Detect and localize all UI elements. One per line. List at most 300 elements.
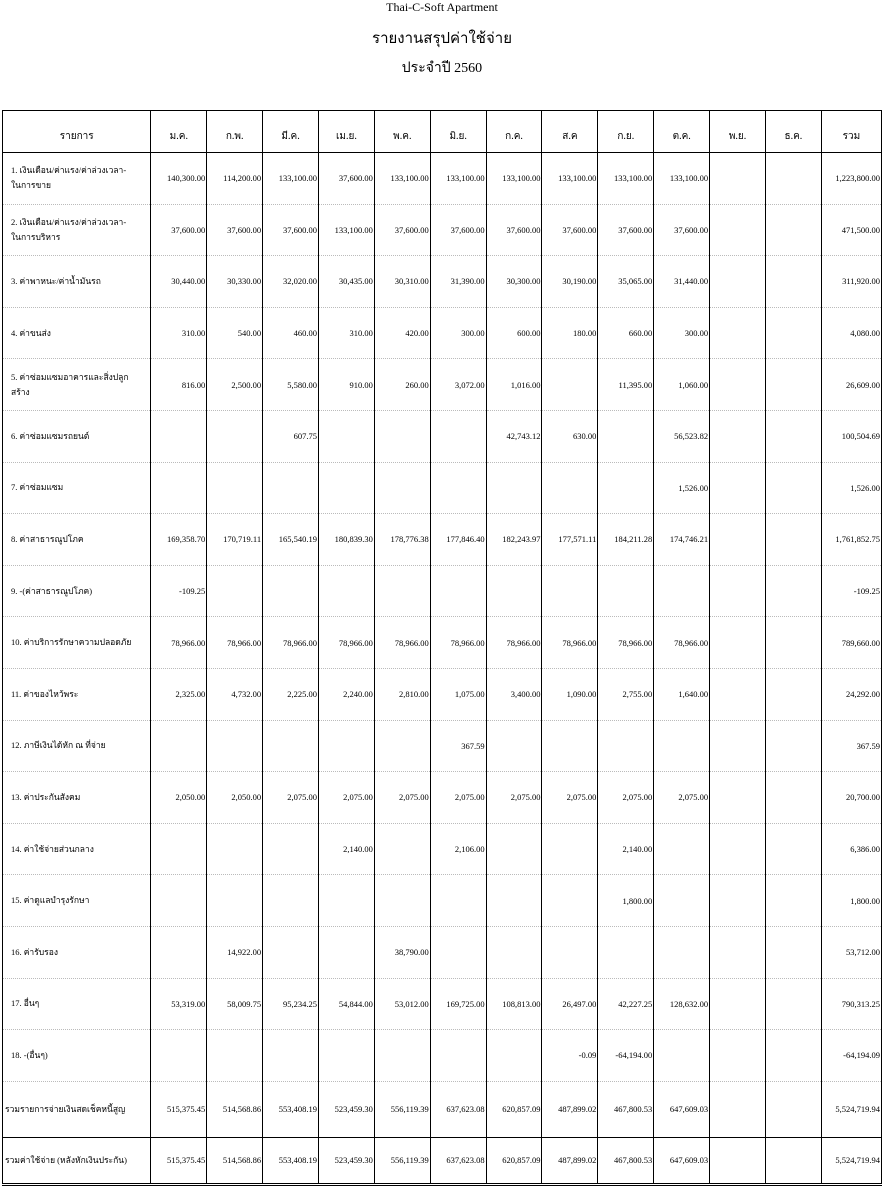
amount-cell: 30,190.00 [542,256,598,308]
amount-cell [263,1030,319,1082]
amount-cell [654,1030,710,1082]
amount-cell: 607.75 [263,410,319,462]
amount-cell: 177,571.11 [542,514,598,566]
amount-cell [151,875,207,927]
amount-cell: -109.25 [151,565,207,617]
column-header-month: ม.ค. [151,111,207,153]
amount-cell [710,1081,766,1137]
amount-cell: 4,080.00 [821,307,881,359]
column-header-month: ก.พ. [207,111,263,153]
amount-cell: 58,009.75 [207,978,263,1030]
amount-cell: 2,075.00 [374,772,430,824]
amount-cell: 78,966.00 [318,617,374,669]
amount-cell [318,462,374,514]
column-header-month: พ.ย. [710,111,766,153]
amount-cell [710,307,766,359]
amount-cell [765,204,821,256]
amount-cell [710,668,766,720]
amount-cell: 42,743.12 [486,410,542,462]
amount-cell [654,720,710,772]
amount-cell: 2,050.00 [207,772,263,824]
amount-cell: 1,640.00 [654,668,710,720]
amount-cell [263,875,319,927]
amount-cell: 38,790.00 [374,926,430,978]
row-label: 15. ค่าดูแลบำรุงรักษา [3,875,151,927]
report-period: ประจำปี 2560 [401,61,483,76]
amount-cell: 460.00 [263,307,319,359]
amount-cell: 260.00 [374,359,430,411]
amount-cell: 42,227.25 [598,978,654,1030]
amount-cell: 37,600.00 [318,153,374,205]
amount-cell: 108,813.00 [486,978,542,1030]
amount-cell: 133,100.00 [374,153,430,205]
amount-cell: 2,140.00 [598,823,654,875]
expense-summary-table [2,110,882,1186]
amount-cell: 30,435.00 [318,256,374,308]
amount-cell [710,462,766,514]
table-row [3,720,882,772]
amount-cell: 5,580.00 [263,359,319,411]
amount-cell [374,720,430,772]
report-title: รายงานสรุปค่าใช้จ่าย [372,31,512,47]
column-header-month: ธ.ค. [765,111,821,153]
amount-cell: 311,920.00 [821,256,881,308]
row-label: 8. ค่าสาธารณูปโภค [3,514,151,566]
amount-cell [765,462,821,514]
amount-cell: 2,325.00 [151,668,207,720]
amount-cell [710,565,766,617]
amount-cell: 78,966.00 [207,617,263,669]
amount-cell: 1,761,852.75 [821,514,881,566]
amount-cell: 30,440.00 [151,256,207,308]
row-label: 2. เงินเดือน/ค่าแรง/ค่าล่วงเวลา- ในการบริหาร [3,204,151,256]
column-header-month: เม.ย. [318,111,374,153]
amount-cell: 170,719.11 [207,514,263,566]
amount-cell [263,823,319,875]
table-row [3,514,882,566]
amount-cell: 420.00 [374,307,430,359]
amount-cell [318,410,374,462]
table-row [3,256,882,308]
amount-cell [263,926,319,978]
row-label: รวมค่าใช้จ่าย (หลังหักเงินประกัน) [3,1137,151,1184]
amount-cell: 789,660.00 [821,617,881,669]
amount-cell: 32,020.00 [263,256,319,308]
row-label: 10. ค่าบริการรักษาความปลอดภัย [3,617,151,669]
amount-cell: 26,497.00 [542,978,598,1030]
amount-cell [765,926,821,978]
table-row [3,565,882,617]
amount-cell [542,823,598,875]
amount-cell [710,1137,766,1184]
amount-cell: 78,966.00 [486,617,542,669]
amount-cell: 78,966.00 [374,617,430,669]
amount-cell: 37,600.00 [151,204,207,256]
amount-cell [598,462,654,514]
amount-cell: 553,408.19 [263,1137,319,1184]
amount-cell: 78,966.00 [263,617,319,669]
row-label: 12. ภาษีเงินได้หัก ณ ที่จ่าย [3,720,151,772]
table-row [3,410,882,462]
amount-cell: 2,075.00 [430,772,486,824]
amount-cell [654,926,710,978]
amount-cell: 169,358.70 [151,514,207,566]
amount-cell [151,410,207,462]
amount-cell: 2,225.00 [263,668,319,720]
amount-cell [542,565,598,617]
amount-cell [710,1030,766,1082]
amount-cell [207,565,263,617]
table-row [3,204,882,256]
amount-cell: 2,075.00 [598,772,654,824]
amount-cell [598,926,654,978]
amount-cell [318,565,374,617]
amount-cell [765,256,821,308]
amount-cell: 556,119.39 [374,1137,430,1184]
row-label: 9. -(ค่าสาธารณูปโภค) [3,565,151,617]
amount-cell: 310.00 [151,307,207,359]
table-row [3,875,882,927]
amount-cell [263,462,319,514]
amount-cell [486,875,542,927]
column-header-month: ส.ค [542,111,598,153]
amount-cell: 1,060.00 [654,359,710,411]
amount-cell [486,565,542,617]
amount-cell: 177,846.40 [430,514,486,566]
amount-cell [318,926,374,978]
amount-cell: 2,240.00 [318,668,374,720]
amount-cell: 133,100.00 [598,153,654,205]
amount-cell: -64,194.00 [598,1030,654,1082]
amount-cell: 133,100.00 [430,153,486,205]
amount-cell [430,462,486,514]
amount-cell: 647,609.03 [654,1081,710,1137]
row-label: 1. เงินเดือน/ค่าแรง/ค่าล่วงเวลา- ในการขาย [3,153,151,205]
amount-cell: 37,600.00 [374,204,430,256]
row-label: 17. อื่นๆ [3,978,151,1030]
amount-cell: 2,755.00 [598,668,654,720]
amount-cell: 78,966.00 [542,617,598,669]
amount-cell: 95,234.25 [263,978,319,1030]
amount-cell [318,720,374,772]
amount-cell [374,565,430,617]
amount-cell [598,565,654,617]
amount-cell: 54,844.00 [318,978,374,1030]
amount-cell: 37,600.00 [654,204,710,256]
table-row [3,307,882,359]
amount-cell: 31,390.00 [430,256,486,308]
amount-cell: 467,800.53 [598,1137,654,1184]
amount-cell [765,410,821,462]
header-row [3,111,882,153]
amount-cell [542,462,598,514]
amount-cell [486,926,542,978]
amount-cell: 1,526.00 [654,462,710,514]
amount-cell [318,875,374,927]
amount-cell: 2,075.00 [318,772,374,824]
amount-cell: 514,568.86 [207,1081,263,1137]
amount-cell: 133,100.00 [654,153,710,205]
amount-cell [486,1030,542,1082]
company-name: Thai-C-Soft Apartment [386,0,498,14]
amount-cell: 78,966.00 [151,617,207,669]
amount-cell: 30,300.00 [486,256,542,308]
column-header-month: มี.ค. [263,111,319,153]
amount-cell: 637,623.08 [430,1137,486,1184]
amount-cell [207,875,263,927]
amount-cell [710,153,766,205]
amount-cell: 133,100.00 [542,153,598,205]
amount-cell [710,256,766,308]
amount-cell: 1,223,800.00 [821,153,881,205]
amount-cell [151,462,207,514]
total-row [3,1137,882,1184]
amount-cell: 1,800.00 [598,875,654,927]
amount-cell: 300.00 [430,307,486,359]
row-label: 7. ค่าซ่อมแซม [3,462,151,514]
amount-cell: 174,746.21 [654,514,710,566]
amount-cell: 2,075.00 [542,772,598,824]
amount-cell: 637,623.08 [430,1081,486,1137]
amount-cell: 53,012.00 [374,978,430,1030]
row-label: 4. ค่าขนส่ง [3,307,151,359]
amount-cell: 367.59 [430,720,486,772]
amount-cell: 180,839.30 [318,514,374,566]
amount-cell: -109.25 [821,565,881,617]
column-header-item: รายการ [3,111,151,153]
amount-cell: 169,725.00 [430,978,486,1030]
amount-cell: 600.00 [486,307,542,359]
amount-cell [710,926,766,978]
amount-cell: 910.00 [318,359,374,411]
amount-cell: 30,330.00 [207,256,263,308]
amount-cell: 523,459.30 [318,1081,374,1137]
amount-cell [542,359,598,411]
amount-cell: 660.00 [598,307,654,359]
amount-cell [765,565,821,617]
amount-cell: 37,600.00 [430,204,486,256]
amount-cell [374,410,430,462]
amount-cell: 2,500.00 [207,359,263,411]
column-header-month: ก.ค. [486,111,542,153]
amount-cell: 790,313.25 [821,978,881,1030]
row-label: 3. ค่าพาหนะ/ค่าน้ำมันรถ [3,256,151,308]
amount-cell: 300.00 [654,307,710,359]
amount-cell [654,823,710,875]
amount-cell [765,1081,821,1137]
row-label: 11. ค่าของไหว้พระ [3,668,151,720]
amount-cell: 620,857.09 [486,1081,542,1137]
amount-cell: 3,072.00 [430,359,486,411]
amount-cell [765,359,821,411]
amount-cell: 31,440.00 [654,256,710,308]
amount-cell [151,926,207,978]
row-label: 6. ค่าซ่อมแซมรถยนต์ [3,410,151,462]
amount-cell: 620,857.09 [486,1137,542,1184]
amount-cell [151,823,207,875]
amount-cell: 553,408.19 [263,1081,319,1137]
amount-cell: 53,319.00 [151,978,207,1030]
amount-cell: 35,065.00 [598,256,654,308]
amount-cell: 4,732.00 [207,668,263,720]
amount-cell: 1,800.00 [821,875,881,927]
amount-cell [765,1137,821,1184]
amount-cell: 816.00 [151,359,207,411]
amount-cell [710,359,766,411]
amount-cell [486,462,542,514]
amount-cell [765,153,821,205]
amount-cell [710,875,766,927]
amount-cell: 2,075.00 [654,772,710,824]
amount-cell [374,462,430,514]
amount-cell [598,720,654,772]
amount-cell [207,462,263,514]
amount-cell [765,307,821,359]
amount-cell [374,823,430,875]
amount-cell: 37,600.00 [542,204,598,256]
column-header-month: พ.ค. [374,111,430,153]
amount-cell: 184,211.28 [598,514,654,566]
amount-cell: 53,712.00 [821,926,881,978]
row-label: รวมรายการจ่ายเงินสดเช็คหนี้สูญ [3,1081,151,1137]
amount-cell [765,720,821,772]
row-label: 18. -(อื่นๆ) [3,1030,151,1082]
amount-cell: 467,800.53 [598,1081,654,1137]
amount-cell [710,514,766,566]
amount-cell: 14,922.00 [207,926,263,978]
amount-cell: 78,966.00 [430,617,486,669]
amount-cell [542,720,598,772]
amount-cell [207,823,263,875]
amount-cell: 523,459.30 [318,1137,374,1184]
amount-cell [486,720,542,772]
amount-cell [374,875,430,927]
table-row [3,823,882,875]
amount-cell: 78,966.00 [654,617,710,669]
amount-cell [486,823,542,875]
total-row [3,1081,882,1137]
amount-cell: 5,524,719.94 [821,1081,881,1137]
table-row [3,617,882,669]
amount-cell [430,1030,486,1082]
amount-cell: 1,016.00 [486,359,542,411]
amount-cell: 514,568.86 [207,1137,263,1184]
amount-cell: 5,524,719.94 [821,1137,881,1184]
table-row [3,926,882,978]
amount-cell [598,410,654,462]
amount-cell: 11,395.00 [598,359,654,411]
row-label: 14. ค่าใช้จ่ายส่วนกลาง [3,823,151,875]
amount-cell [430,926,486,978]
amount-cell: 471,500.00 [821,204,881,256]
amount-cell: 114,200.00 [207,153,263,205]
amount-cell: 100,504.69 [821,410,881,462]
amount-cell: 310.00 [318,307,374,359]
table-row [3,1030,882,1082]
amount-cell: 26,609.00 [821,359,881,411]
amount-cell: 133,100.00 [318,204,374,256]
amount-cell [654,875,710,927]
amount-cell [765,772,821,824]
amount-cell: 515,375.45 [151,1081,207,1137]
amount-cell [710,772,766,824]
amount-cell: 487,899.02 [542,1081,598,1137]
column-header-month: ต.ค. [654,111,710,153]
amount-cell [542,875,598,927]
amount-cell: 2,106.00 [430,823,486,875]
amount-cell: 30,310.00 [374,256,430,308]
amount-cell [710,720,766,772]
amount-cell [318,1030,374,1082]
amount-cell: 37,600.00 [207,204,263,256]
amount-cell: 182,243.97 [486,514,542,566]
table-row [3,359,882,411]
table-row [3,153,882,205]
amount-cell: 140,300.00 [151,153,207,205]
amount-cell: 37,600.00 [486,204,542,256]
column-header-month: มิ.ย. [430,111,486,153]
amount-cell [710,978,766,1030]
amount-cell: 556,119.39 [374,1081,430,1137]
amount-cell: 24,292.00 [821,668,881,720]
amount-cell [374,1030,430,1082]
amount-cell [765,1030,821,1082]
row-label: 5. ค่าซ่อมแซมอาคารและสิ่งปลูก สร้าง [3,359,151,411]
amount-cell: 180.00 [542,307,598,359]
row-label: 16. ค่ารับรอง [3,926,151,978]
amount-cell: 133,100.00 [263,153,319,205]
amount-cell: 1,090.00 [542,668,598,720]
amount-cell [430,410,486,462]
amount-cell [430,875,486,927]
amount-cell: 78,966.00 [598,617,654,669]
amount-cell [710,617,766,669]
amount-cell [151,1030,207,1082]
amount-cell: 367.59 [821,720,881,772]
amount-cell [765,668,821,720]
amount-cell: -64,194.09 [821,1030,881,1082]
amount-cell [765,617,821,669]
amount-cell [207,410,263,462]
table-row [3,772,882,824]
amount-cell: 2,140.00 [318,823,374,875]
amount-cell [765,823,821,875]
column-header-month: ก.ย. [598,111,654,153]
table-row [3,462,882,514]
amount-cell: 487,899.02 [542,1137,598,1184]
amount-cell: 165,540.19 [263,514,319,566]
amount-cell: 647,609.03 [654,1137,710,1184]
amount-cell [430,565,486,617]
amount-cell [207,1030,263,1082]
amount-cell: 178,776.38 [374,514,430,566]
amount-cell: 540.00 [207,307,263,359]
amount-cell: 20,700.00 [821,772,881,824]
amount-cell [654,565,710,617]
amount-cell: 515,375.45 [151,1137,207,1184]
amount-cell: 128,632.00 [654,978,710,1030]
amount-cell: 2,075.00 [486,772,542,824]
amount-cell: 56,523.82 [654,410,710,462]
amount-cell: 2,075.00 [263,772,319,824]
amount-cell: 630.00 [542,410,598,462]
row-label: 13. ค่าประกันสังคม [3,772,151,824]
amount-cell [263,720,319,772]
amount-cell [765,514,821,566]
amount-cell: -0.09 [542,1030,598,1082]
amount-cell: 3,400.00 [486,668,542,720]
amount-cell [710,204,766,256]
